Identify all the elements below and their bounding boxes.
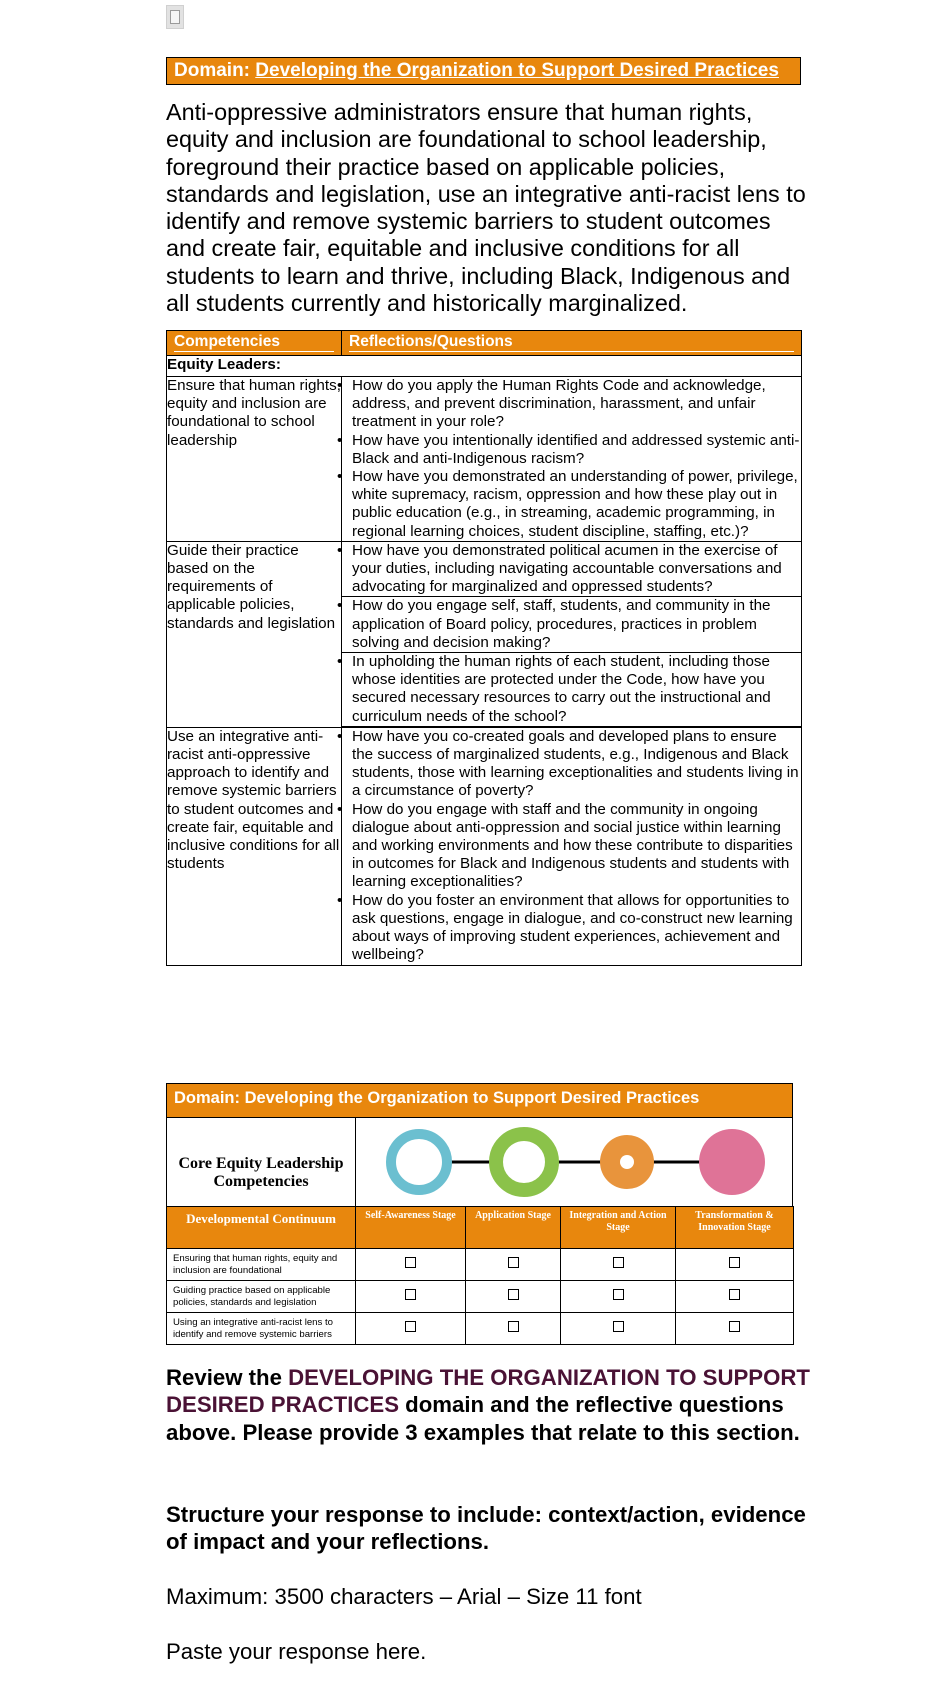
structure-instructions: Structure your response to include: context/action, evidence of impact and your reflections. (166, 1502, 806, 1555)
stage-checkbox[interactable] (613, 1257, 624, 1268)
review-instructions (166, 1364, 816, 1446)
stage-header: Transformation & Innovation Stage (676, 1207, 794, 1249)
stage-checkbox[interactable] (405, 1321, 416, 1332)
stage-checkbox[interactable] (508, 1289, 519, 1300)
domain-header-title: Developing the Organization to Support Desired Practices (255, 60, 779, 81)
review-domain-highlight: DEVELOPING THE ORGANIZATION TO SUPPORT DESIRED PRACTICES (166, 1365, 810, 1418)
table-row (167, 1281, 794, 1313)
integration-stage-center (620, 1155, 634, 1169)
stage-checkbox[interactable] (508, 1321, 519, 1332)
maximum-characters-note: Maximum: 3500 characters – Arial – Size 11 font (166, 1584, 642, 1609)
table-row (167, 1313, 794, 1345)
stage-checkbox[interactable] (613, 1321, 624, 1332)
core-competencies-title: Core Equity Leadership Competencies (167, 1118, 356, 1206)
competencies-header: Competencies (167, 331, 342, 356)
intro-paragraph: Anti-oppressive administrators ensure that human rights, equity and inclusion are foundational to school leadership, foreground their practice based on applicable policies, standards and legislation, use an integrative anti-racist lens to identify and remove systemic barriers to student outcomes and create fair, equitable and inclusive conditions for all students to learn and thrive, including Black, Indigenous and all students currently and historically marginalized. (166, 99, 806, 317)
stage-header: Integration and Action Stage (561, 1207, 676, 1249)
stage-checkbox[interactable] (613, 1289, 624, 1300)
equity-leaders-label: Equity Leaders: (167, 356, 802, 377)
question-item: • How do you engage with staff and the community in ongoing dialogue about anti-oppression and social justice within learning and working environments and how these contribute to disparities in outcomes for Black and Indigenous students and students with learning exceptionalities? (342, 801, 801, 892)
question-item: • In upholding the human rights of each student, including those whose identities are protected under the Code, how have you secured necessary resources to carry out the instructional and curriculum needs of the school? (342, 653, 801, 727)
stage-checkbox[interactable] (729, 1257, 740, 1268)
questions-cell (342, 377, 802, 542)
stage-checkbox[interactable] (405, 1289, 416, 1300)
stage-checkbox[interactable] (508, 1257, 519, 1268)
image-placeholder-icon (166, 5, 184, 29)
questions-cell (342, 727, 802, 965)
stage-circles-graphic (356, 1118, 793, 1206)
question-item: • How have you intentionally identified and addressed systemic anti-Black and anti-Indigenous racism? (342, 432, 801, 468)
review-text-after: domain and the reflective questions above. Please provide 3 examples that relate to this section. (166, 1392, 800, 1445)
reflections-header: Reflections/Questions (342, 331, 802, 356)
question-item: • How have you co-created goals and developed plans to ensure the success of marginalized students, e.g., Indigenous and Black students, those with learning exceptionalities and students living in a circumstance of poverty? (342, 728, 801, 801)
question-item: • How have you demonstrated an understanding of power, privilege, white supremacy, racism, oppression and how these play out in public education (e.g., in streaming, academic programming, in regional learning choices, student discipline, staffing, etc.)? (342, 468, 801, 541)
question-item: • How do you foster an environment that allows for opportunities to ask questions, engage in dialogue, and co-construct new learning about ways of improving student experiences, achievement and wellbeing? (342, 892, 801, 965)
competency-table (166, 330, 802, 966)
question-item: • How have you demonstrated political acumen in the exercise of your duties, including navigating accountable conversations and advocating for marginalized and oppressed students? (342, 542, 801, 598)
domain-header (166, 57, 801, 85)
review-text-before: Review the (166, 1365, 289, 1390)
question-item: • How do you engage self, staff, students, and community in the application of Board policy, procedures, practices in problem solving and decision making? (342, 597, 801, 653)
continuum-table (166, 1083, 793, 1340)
self-awareness-stage-icon (391, 1134, 447, 1190)
table-row (167, 1249, 794, 1281)
continuum-grid (166, 1206, 794, 1345)
stage-checkbox[interactable] (405, 1257, 416, 1268)
stage-header: Self-Awareness Stage (356, 1207, 466, 1249)
domain-header-prefix: Domain: (174, 60, 256, 81)
competency-cell: Guide their practice based on the requirements of applicable policies, standards and legislation (167, 541, 342, 727)
continuum-row-label: Using an integrative anti-racist lens to identify and remove systemic barriers (167, 1313, 356, 1345)
table-row (167, 541, 802, 727)
application-stage-icon (496, 1134, 552, 1190)
questions-cell (342, 541, 802, 727)
stage-header: Application Stage (466, 1207, 561, 1249)
competency-cell: Ensure that human rights, equity and inclusion are foundational to school leadership (167, 377, 342, 542)
competency-cell: Use an integrative anti-racist anti-oppressive approach to identify and remove systemic barriers to student outcomes and create fair, equitable and inclusive conditions for all students (167, 727, 342, 965)
continuum-row-label: Guiding practice based on applicable policies, standards and legislation (167, 1281, 356, 1313)
table-row (167, 377, 802, 542)
continuum-graphic (166, 1118, 793, 1206)
table-row (167, 727, 802, 965)
stage-checkbox[interactable] (729, 1289, 740, 1300)
stage-checkbox[interactable] (729, 1321, 740, 1332)
developmental-continuum-header: Developmental Continuum (167, 1207, 356, 1249)
continuum-header: Domain: Developing the Organization to Support Desired Practices (166, 1083, 793, 1118)
transformation-stage-icon (699, 1129, 765, 1195)
question-item: • How do you apply the Human Rights Code and acknowledge, address, and prevent discrimination, harassment, and unfair treatment in your role? (342, 377, 801, 432)
response-paste-area[interactable]: Paste your response here. (166, 1639, 427, 1664)
continuum-row-label: Ensuring that human rights, equity and inclusion are foundational (167, 1249, 356, 1281)
